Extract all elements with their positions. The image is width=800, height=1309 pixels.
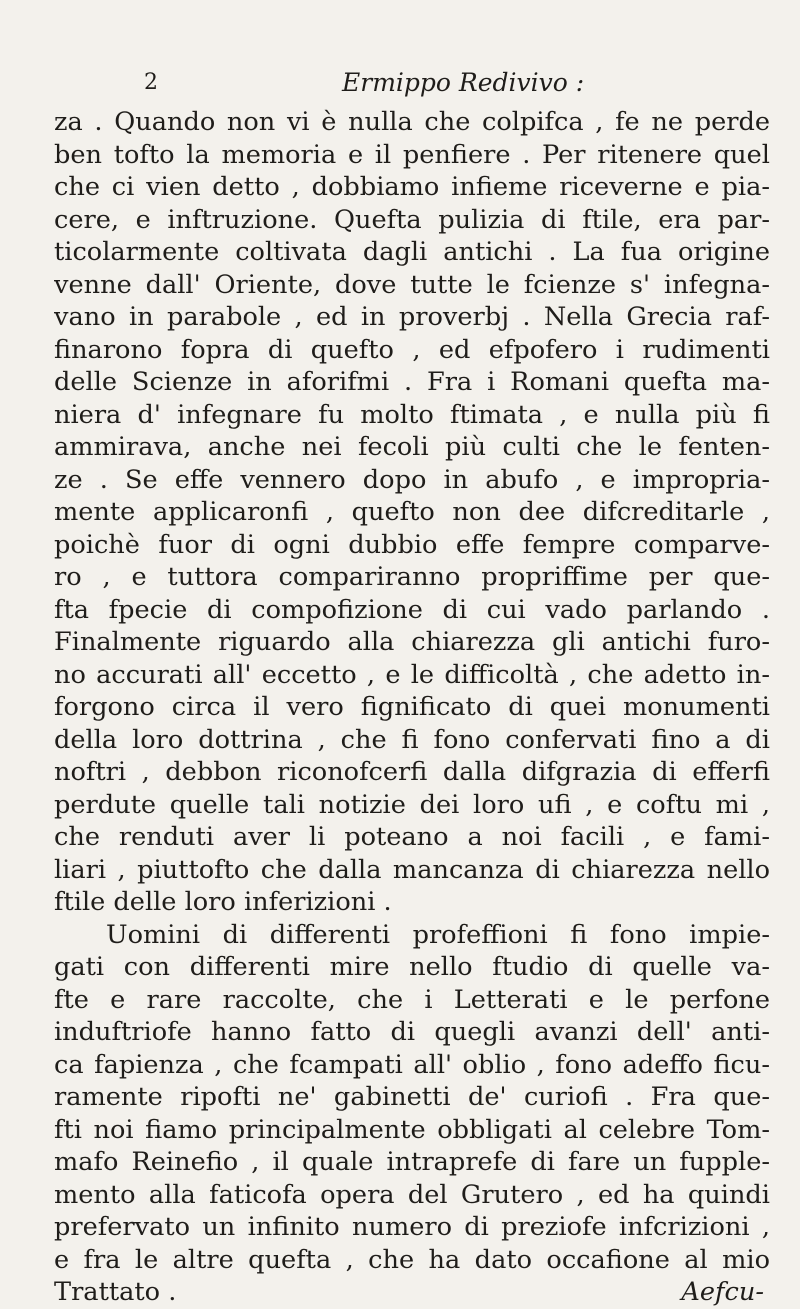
text-line: poichè fuor di ogni dubbio effe fempre comparve- — [54, 529, 770, 560]
text-line: ze . Se effe vennero dopo in abufo , e impropria- — [54, 464, 770, 495]
text-line: niera d' infegnare fu molto ftimata , e nulla più fi — [54, 399, 770, 430]
text-line: prefervato un infinito numero di preziofe infcrizioni , — [54, 1212, 770, 1242]
text-line: noftri , debbon riconofcerfi dalla difgrazia di efferfi — [54, 757, 770, 787]
text-line: mafo Reinefio , il quale intraprefe di fare un fupple- — [54, 1147, 770, 1177]
text-line: Finalmente riguardo alla chiarezza gli antichi furo- — [54, 627, 770, 657]
text-line: mento alla faticofa opera del Grutero , ed ha quindi — [54, 1179, 770, 1210]
page-number: 2 — [144, 70, 158, 95]
text-line: cere, e inftruzione. Quefta pulizia di ftile, era par- — [54, 204, 770, 235]
text-line: fti noi fiamo principalmente obbligati al celebre Tom- — [54, 1114, 770, 1145]
text-line: perdute quelle tali notizie dei loro ufi , e coftu mi , — [54, 789, 770, 820]
text-line: induftriofe hanno fatto di quegli avanzi dell' anti- — [54, 1017, 770, 1047]
text-line: no accurati all' eccetto , e le difficoltà , che adetto in- — [54, 659, 770, 690]
text-line: ftile delle loro inferizioni . — [54, 887, 392, 917]
text-line: che ci vien detto , dobbiamo infieme riceverne e pia- — [54, 172, 770, 202]
text-line: za . Quando non vi è nulla che colpifca , fe ne perde — [54, 107, 770, 137]
text-line: venne dall' Oriente, dove tutte le fcienze s' infegna- — [54, 269, 770, 300]
text-line: e fra le altre quefta , che ha dato occafione al mio — [54, 1244, 770, 1275]
catchword: Aefcu- — [681, 1277, 764, 1307]
running-header — [54, 68, 770, 106]
body-text — [54, 106, 770, 1309]
text-line: ca fapienza , che fcampati all' oblio , fono adeffo ficu- — [54, 1049, 770, 1080]
text-line-final: Trattato . — [54, 1277, 177, 1307]
text-line: ammirava, anche nei fecoli più culti che le fenten- — [54, 432, 770, 462]
text-line: gati con differenti mire nello ftudio di quelle va- — [54, 952, 770, 982]
text-line: forgono circa il vero fignificato di quei monumenti — [54, 692, 770, 722]
text-line: liari , piuttofto che dalla mancanza di chiarezza nello — [54, 854, 770, 885]
text-line: ben tofto la memoria e il penfiere . Per ritenere quel — [54, 139, 770, 170]
text-line: Uomini di differenti profeffioni fi fono impie- — [106, 919, 770, 950]
text-line: fta fpecie di compofizione di cui vado parlando . — [54, 594, 770, 625]
running-title: Ermippo Redivivo : — [342, 68, 585, 97]
text-line: finarono fopra di quefto , ed efpofero i rudimenti — [54, 334, 770, 365]
text-line: ramente ripofti ne' gabinetti de' curiofi . Fra que- — [54, 1082, 770, 1112]
text-line: della loro dottrina , che fi fono confervati fino a di — [54, 724, 770, 755]
text-line: mente applicaronfi , quefto non dee difcreditarle , — [54, 497, 770, 527]
text-line: ro , e tuttora compariranno propriffime per que- — [54, 562, 770, 592]
text-line: delle Scienze in aforifmi . Fra i Romani quefta ma- — [54, 367, 770, 397]
text-line: vano in parabole , ed in proverbj . Nella Grecia raf- — [54, 302, 770, 332]
text-line: fte e rare raccolte, che i Letterati e le perfone — [54, 984, 770, 1015]
text-line: che renduti aver li poteano a noi facili , e fami- — [54, 822, 770, 852]
text-line: ticolarmente coltivata dagli antichi . La fua origine — [54, 237, 770, 267]
